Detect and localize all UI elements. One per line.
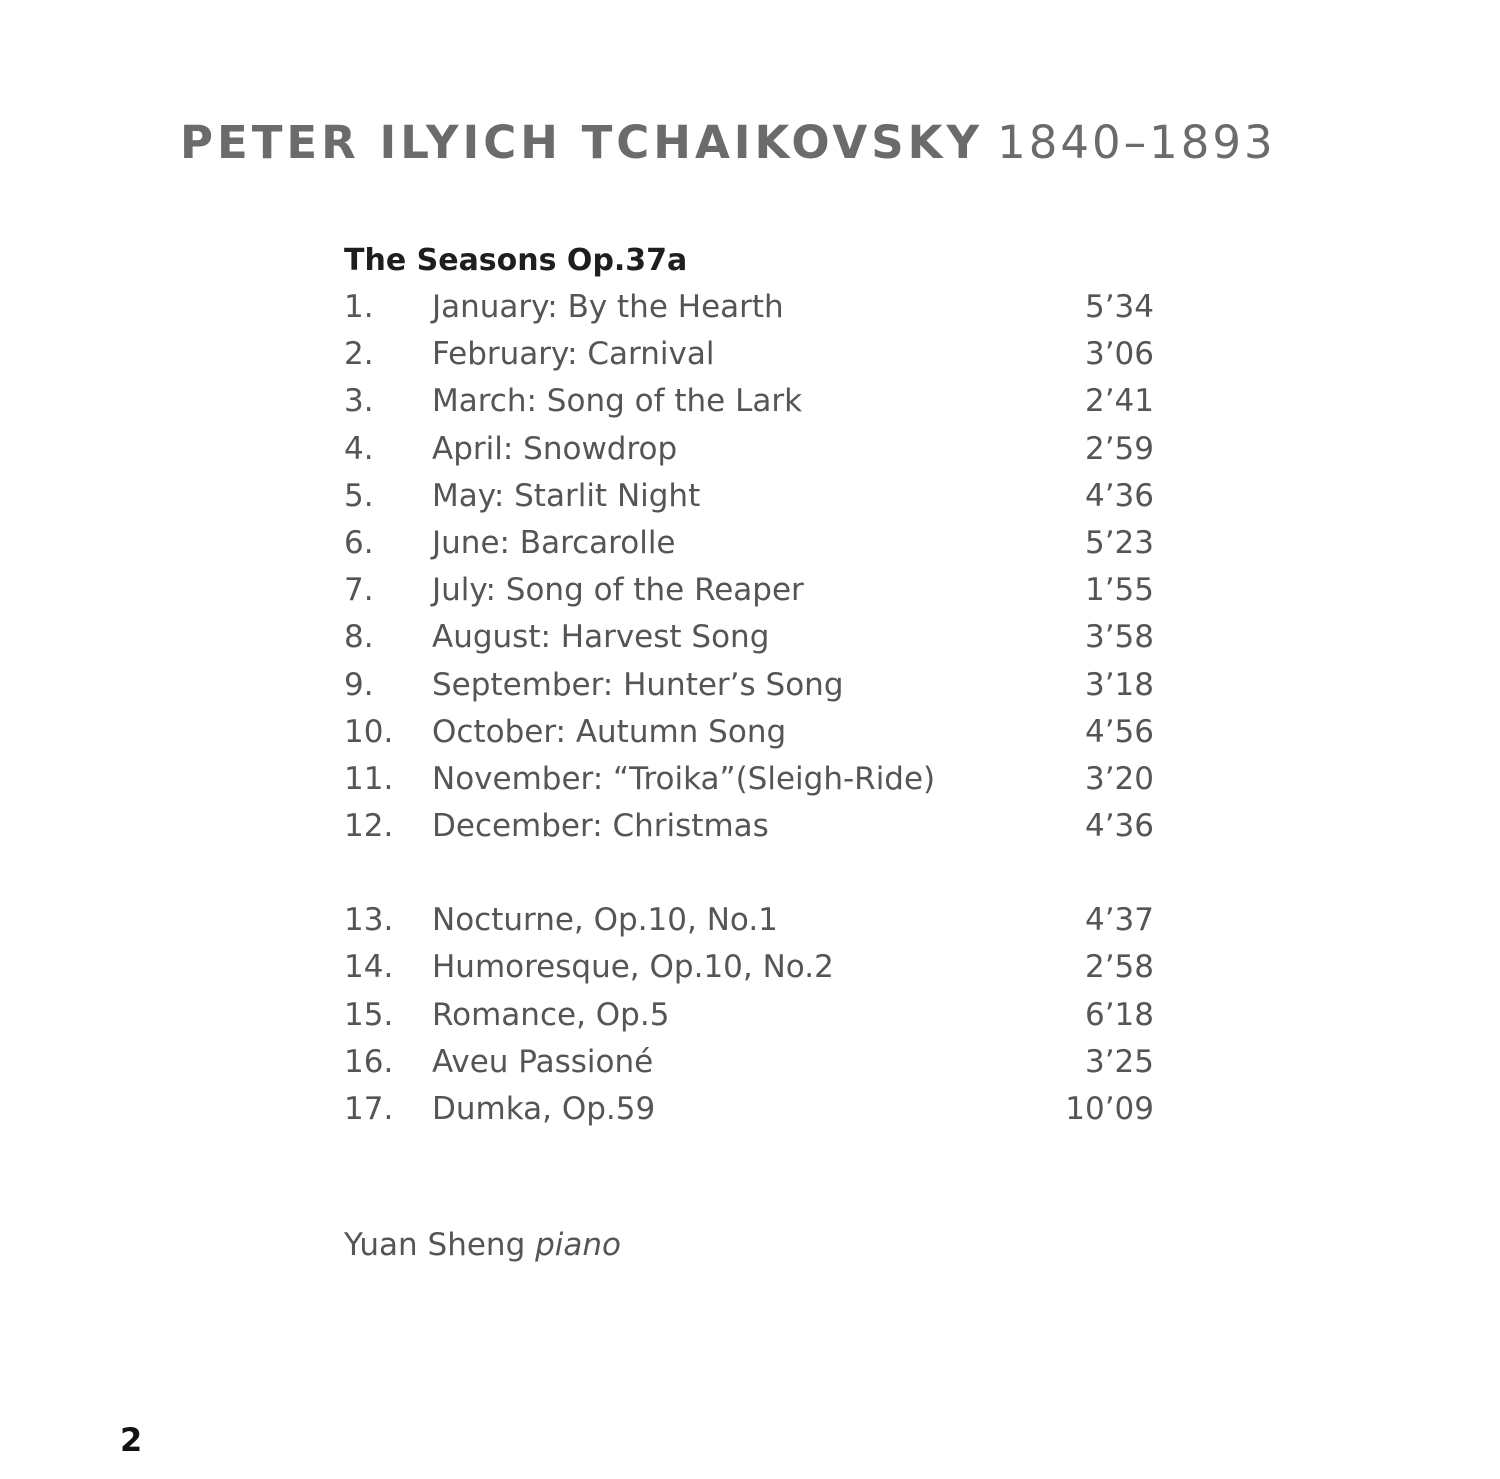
track-title: April: Snowdrop <box>432 430 678 467</box>
track-number: 12. <box>344 808 394 845</box>
composer-heading <box>180 113 1380 173</box>
track-duration: 3’20 <box>1084 760 1154 797</box>
track-number: 2. <box>344 336 374 373</box>
track-row <box>344 803 1154 850</box>
track-duration: 4’56 <box>1084 713 1154 750</box>
track-number: 11. <box>344 760 394 797</box>
track-title: January: By the Hearth <box>432 289 784 325</box>
track-row <box>344 1086 1154 1133</box>
track-row <box>344 992 1154 1039</box>
performer-credit <box>344 1222 621 1269</box>
work-title: The Seasons Op.37a <box>344 243 688 278</box>
track-number: 13. <box>344 902 394 939</box>
composer-dates: 1840–1893 <box>997 116 1276 169</box>
track-title: Nocturne, Op.10, No.1 <box>432 902 778 939</box>
track-row <box>344 614 1154 661</box>
track-row <box>344 709 1154 756</box>
track-list <box>344 284 1154 1133</box>
track-title: Dumka, Op.59 <box>432 1091 656 1127</box>
track-title: February: Carnival <box>432 336 715 373</box>
track-duration: 5’23 <box>1084 524 1154 561</box>
track-number: 4. <box>344 430 374 467</box>
track-row <box>344 897 1154 944</box>
track-number: 15. <box>344 996 394 1033</box>
track-number: 5. <box>344 477 374 514</box>
track-number: 14. <box>344 949 394 986</box>
composer-name: PETER ILYICH TCHAIKOVSKY <box>180 116 984 169</box>
track-duration: 6’18 <box>1084 996 1154 1033</box>
track-row <box>344 426 1154 473</box>
track-number: 9. <box>344 666 374 703</box>
track-duration: 5’34 <box>1084 289 1154 325</box>
track-number: 7. <box>344 572 374 609</box>
track-number: 10. <box>344 713 394 750</box>
track-title: March: Song of the Lark <box>432 383 803 420</box>
track-number: 16. <box>344 1043 394 1080</box>
track-number: 1. <box>344 289 374 325</box>
track-row <box>344 473 1154 520</box>
track-row <box>344 944 1154 991</box>
page-number: 2 <box>120 1421 143 1459</box>
track-duration: 2’41 <box>1084 383 1154 420</box>
track-title: September: Hunter’s Song <box>432 666 844 703</box>
track-number: 17. <box>344 1091 394 1127</box>
track-duration: 2’58 <box>1084 949 1154 986</box>
track-title: August: Harvest Song <box>432 619 770 656</box>
track-title: Humoresque, Op.10, No.2 <box>432 949 834 986</box>
track-title: May: Starlit Night <box>432 477 701 514</box>
track-row <box>344 662 1154 709</box>
track-duration: 2’59 <box>1084 430 1154 467</box>
track-duration: 3’25 <box>1084 1043 1154 1080</box>
track-duration: 4’37 <box>1084 902 1154 939</box>
track-duration: 4’36 <box>1084 808 1154 845</box>
track-title: June: Barcarolle <box>432 524 676 561</box>
track-row <box>344 331 1154 378</box>
track-duration: 3’06 <box>1084 336 1154 373</box>
track-duration: 1’55 <box>1084 572 1154 609</box>
performer-instrument: piano <box>535 1227 622 1263</box>
track-duration: 3’58 <box>1084 619 1154 656</box>
track-title: Aveu Passioné <box>432 1043 654 1080</box>
track-title: Romance, Op.5 <box>432 996 670 1033</box>
track-title: October: Autumn Song <box>432 713 787 750</box>
track-number: 3. <box>344 383 374 420</box>
track-row <box>344 567 1154 614</box>
track-row <box>344 1039 1154 1086</box>
track-duration: 4’36 <box>1084 477 1154 514</box>
track-row <box>344 284 1154 331</box>
performer-name: Yuan Sheng <box>344 1227 526 1263</box>
track-row <box>344 520 1154 567</box>
track-title: November: “Troika”(Sleigh-Ride) <box>432 760 936 797</box>
track-title: July: Song of the Reaper <box>432 572 804 609</box>
track-row <box>344 378 1154 425</box>
track-duration: 10’09 <box>1065 1091 1154 1127</box>
track-number: 6. <box>344 524 374 561</box>
track-duration: 3’18 <box>1084 666 1154 703</box>
track-title: December: Christmas <box>432 808 769 845</box>
track-number: 8. <box>344 619 374 656</box>
track-row <box>344 756 1154 803</box>
